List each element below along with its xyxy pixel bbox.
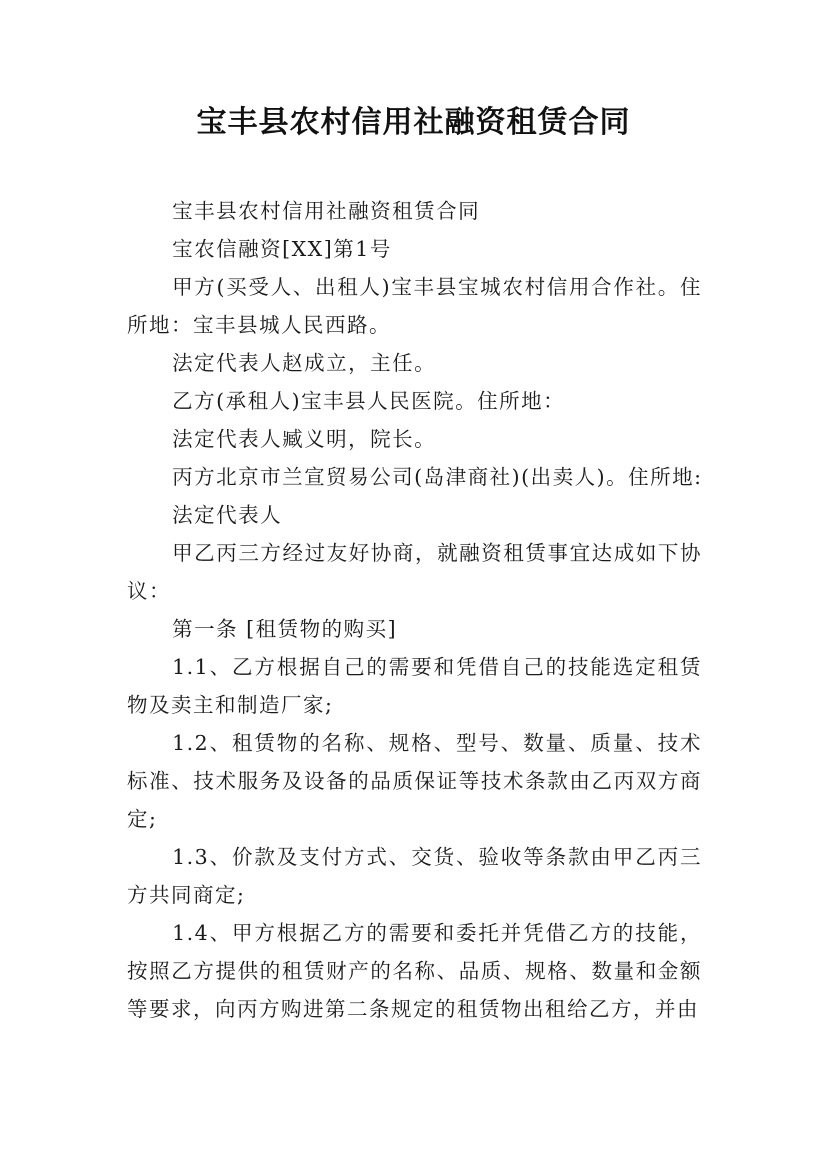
paragraph-party-a: 甲方(买受人、出租人)宝丰县宝城农村信用合作社。住所地：宝丰县城人民西路。 bbox=[127, 275, 702, 337]
paragraph-party-b-representative: 法定代表人臧义明，院长。 bbox=[172, 427, 437, 451]
paragraph-clause-1-2: 1.2、租赁物的名称、规格、型号、数量、质量、技术标准、技术服务及设备的品质保证等技术条款由乙丙双方商定; bbox=[127, 731, 702, 831]
document-body bbox=[127, 192, 702, 1028]
paragraph-party-a-representative: 法定代表人赵成立，主任。 bbox=[172, 351, 437, 375]
paragraph-clause-1-1: 1.1、乙方根据自己的需要和凭借自己的技能选定租赁物及卖主和制造厂家; bbox=[127, 655, 702, 717]
paragraph-agreement-intro: 甲乙丙三方经过友好协商，就融资租赁事宜达成如下协议： bbox=[127, 541, 702, 603]
paragraph-clause-1-4: 1.4、甲方根据乙方的需要和委托并凭借乙方的技能，按照乙方提供的租赁财产的名称、品质、规格、数量和金额等要求，向丙方购进第二条规定的租赁物出租给乙方，并由 bbox=[127, 921, 702, 1021]
paragraph-contract-number: 宝农信融资[XX]第1号 bbox=[172, 237, 392, 261]
paragraph-clause-1-3: 1.3、价款及支付方式、交货、验收等条款由甲乙丙三方共同商定; bbox=[127, 845, 702, 907]
paragraph-article-one-heading: 第一条 [租赁物的购买] bbox=[172, 617, 398, 641]
paragraph-heading-repeat: 宝丰县农村信用社融资租赁合同 bbox=[172, 199, 481, 223]
paragraph-party-c-representative: 法定代表人 bbox=[172, 503, 283, 527]
document-title: 宝丰县农村信用社融资租赁合同 bbox=[196, 105, 631, 140]
paragraph-party-c: 丙方北京市兰宣贸易公司(岛津商社)(出卖人)。住所地: bbox=[172, 465, 702, 489]
paragraph-party-b: 乙方(承租人)宝丰县人民医院。住所地： bbox=[172, 389, 566, 413]
